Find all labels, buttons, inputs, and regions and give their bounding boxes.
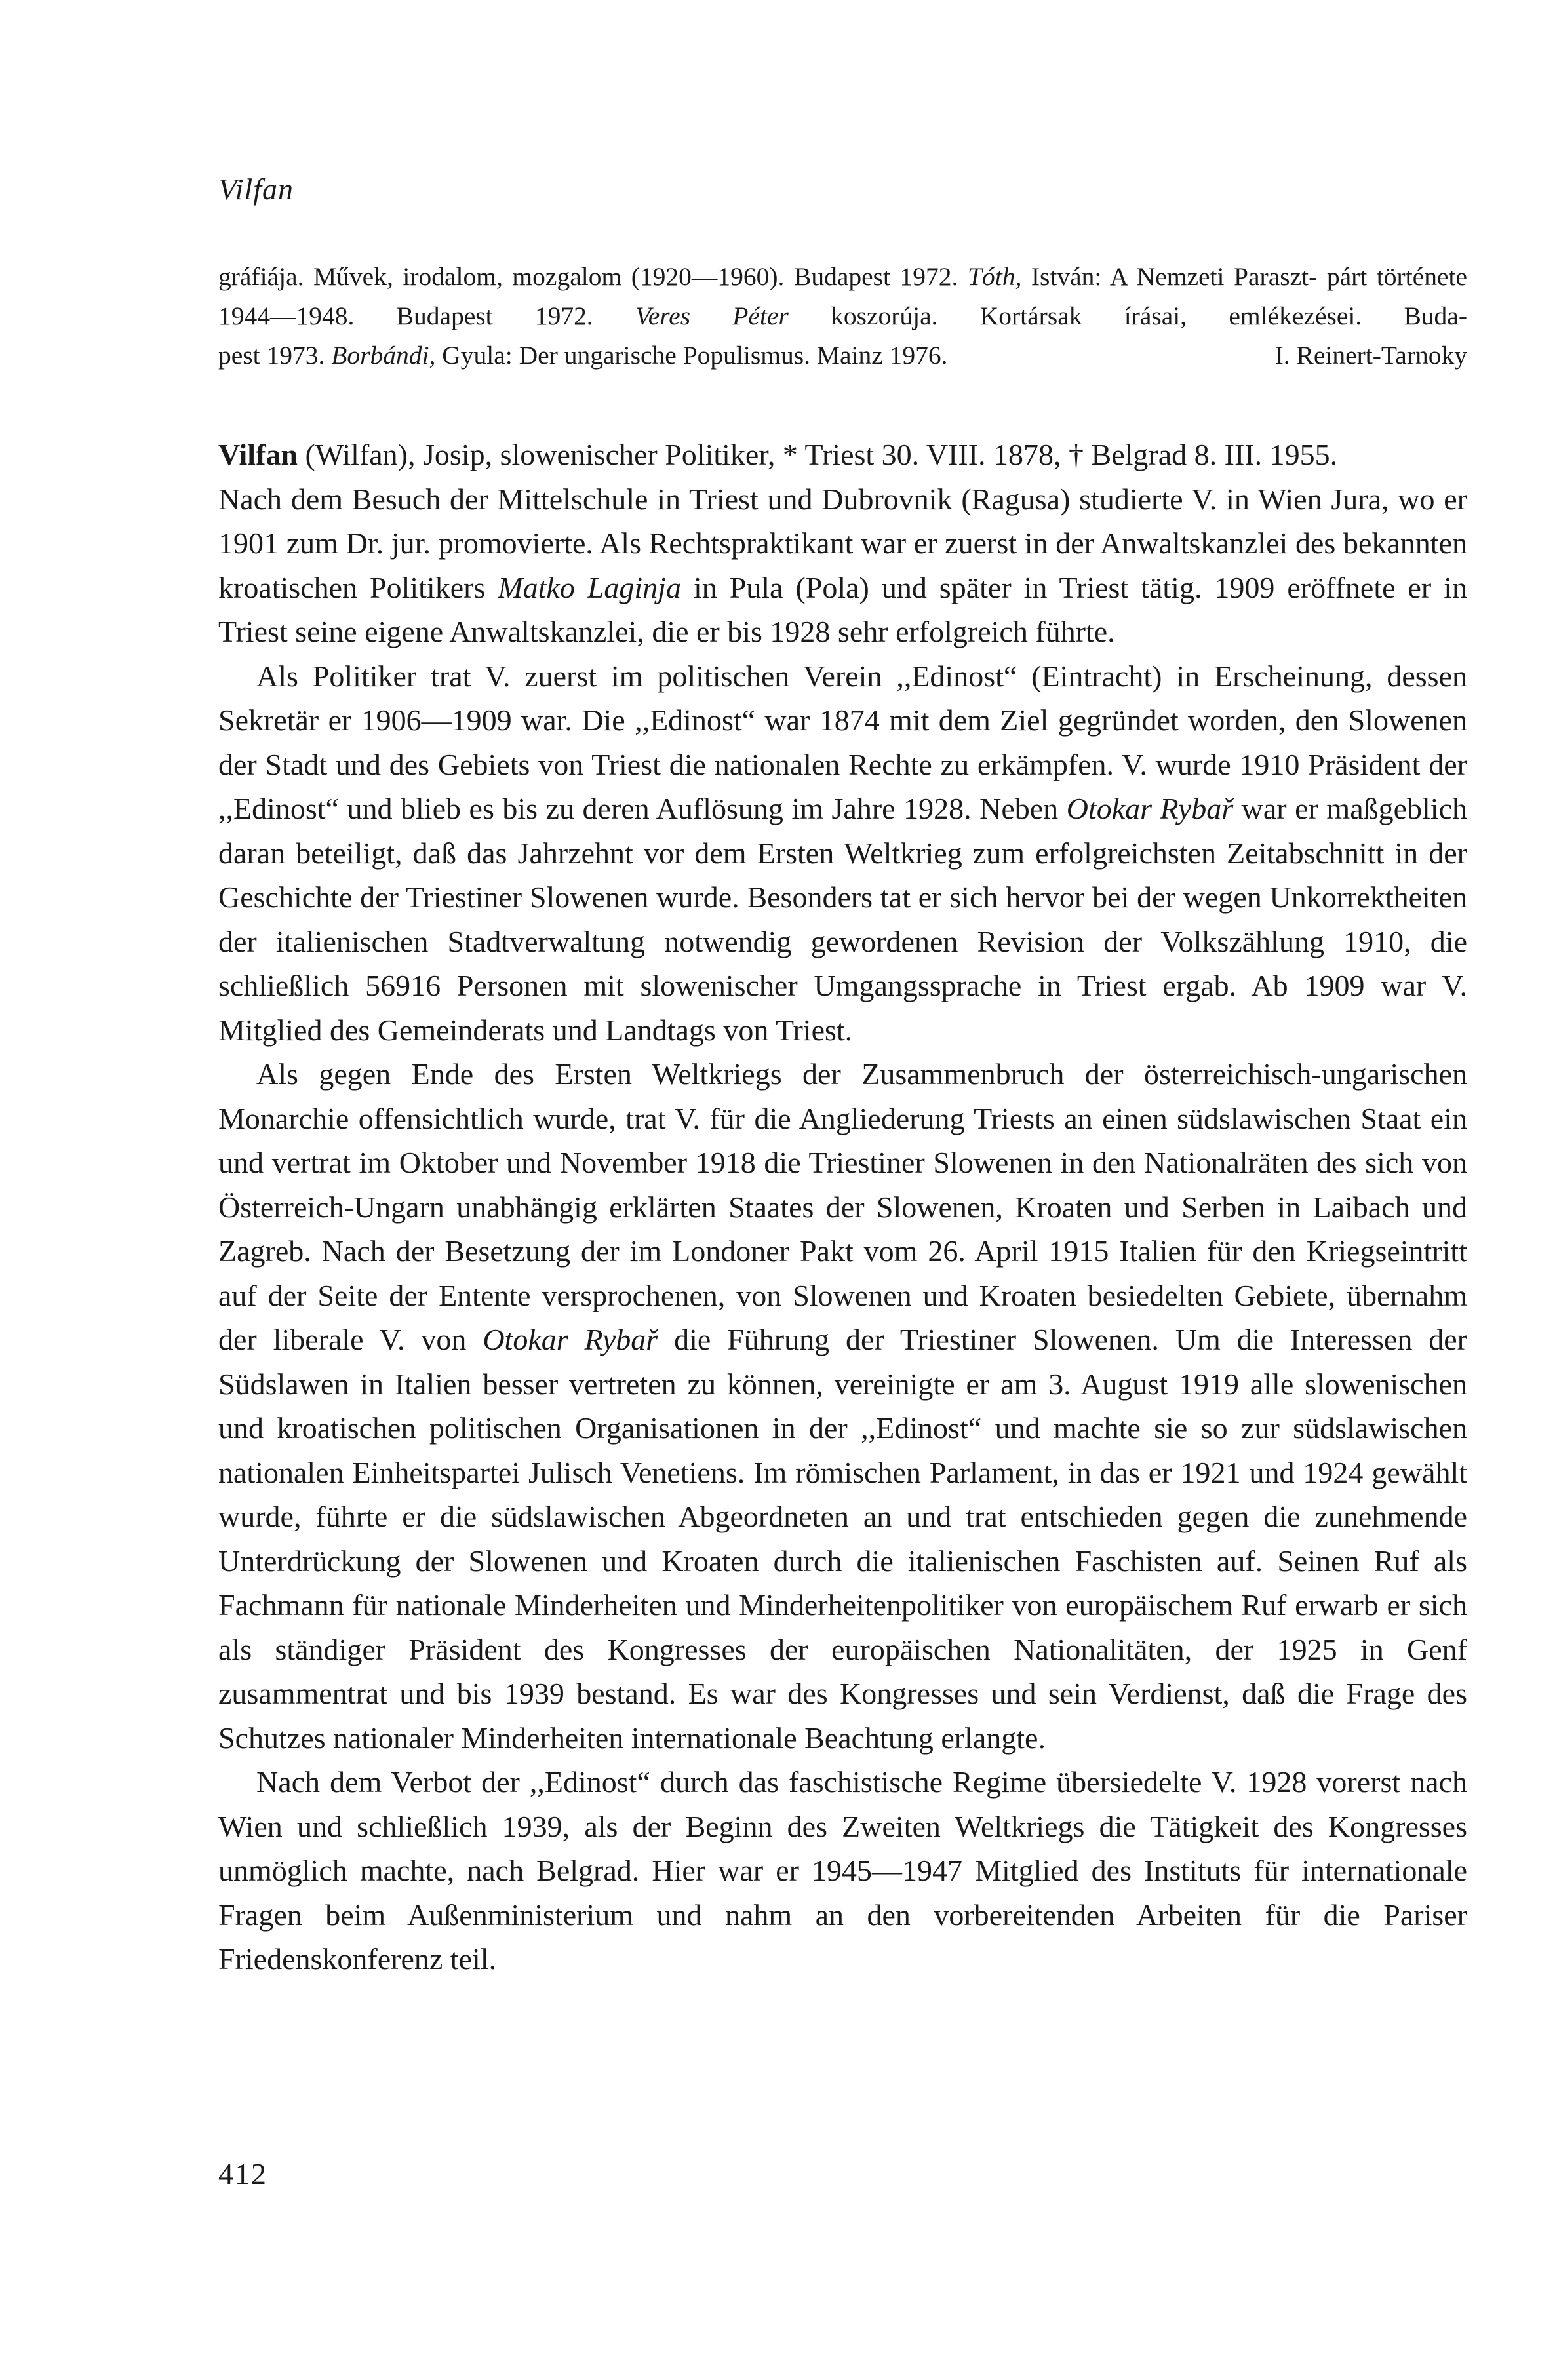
person-name: Otokar Rybař: [483, 1323, 658, 1356]
paragraph-1: [218, 477, 1467, 654]
paragraph-4: Nach dem Verbot der ,,Edinost“ durch das faschistische Regime übersiedelte V. 1928 vorerst nach Wien und schließlich 1939, als der Beginn des Zweiten Weltkriegs die Tätigkeit des Kongresses unmöglich machte, nach Belgrad. Hier war er 1945—1947 Mitglied des Instituts für internationale Fragen beim Außenministerium und nahm an den vorbereitenden Arbeiten für die Pariser Friedenskonferenz teil.: [218, 1765, 1467, 1976]
bib-text: pest 1973.: [218, 341, 332, 370]
bib-text: István: A Nemzeti Paraszt-: [1021, 262, 1318, 291]
previous-entry-bibliography: [218, 257, 1467, 336]
entry-header: [218, 433, 1467, 477]
running-head: Vilfan: [218, 172, 294, 206]
entry-header-text: (Wilfan), Josip, slowenischer Politiker, * Triest 30. VIII. 1878, † Belgrad 8. III. 1955.: [297, 438, 1338, 471]
paragraph-text: war er maßgeblich daran beteiligt, daß das Jahrzehnt vor dem Ersten Weltkrieg zum erfolgreichsten Zeitabschnitt in der Geschichte der Triestiner Slowenen wurde. Besonders tat er sich hervor bei der wegen Unkorrektheiten der italienischen Stadtverwaltung notwendig gewordenen Revision der Volkszählung 1910, die schließlich 56916 Personen mit slowenischer Umgangssprache in Triest ergab. Ab 1909 war V. Mitglied des Gemeinderats und Landtags von Triest.: [218, 792, 1468, 1047]
paragraph-text: Als Politiker trat V. zuerst im politischen Verein ,,Edinost“ (Eintracht) in Erscheinung, dessen Sekretär er 1906—1909 war. Die ,,Edinost“ war 1874 mit dem Ziel gegründet worden, den Slowenen der Stadt und des Gebiets von Triest die nationalen Rechte zu erkämpfen. V. wurde 1910 Präsident der ,,Edinost“ und blieb es bis zu deren Auflösung im Jahre 1928. Neben: [218, 659, 1467, 825]
bib-text: Gyula: Der ungarische Populismus. Mainz 1976.: [435, 341, 948, 370]
person-name: Otokar Rybař: [1066, 792, 1234, 825]
bib-line: [218, 336, 947, 375]
bib-author-name: Borbándi,: [331, 341, 436, 370]
paragraph-text: Nach dem Besuch der Mittelschule in Triest und Dubrovnik (Ragusa) studierte V. in Wien Jura, wo er 1901 zum Dr. jur. promovierte. Als Rechtspraktikant war er zuerst in der Anwaltskanzlei des bekannten kroatischen Politikers: [218, 482, 1467, 604]
bib-text: párt története 1944—1948. Budapest 1972.: [218, 262, 1468, 330]
page-number: 412: [218, 2157, 267, 2191]
paragraph-text: Als gegen Ende des Ersten Weltkriegs der Zusammenbruch der österreichisch-ungarischen Monarchie offensichtlich wurde, trat V. für die Angliederung Triests an einen südslawischen Staat ein und vertrat im Oktober und November 1918 die Triestiner Slowenen in den Nationalräten des sich von Österreich-Ungarn unabhängig erklärten Staates der Slowenen, Kroaten und Serben in Laibach und Zagreb. Nach der Besetzung der im Londoner Pakt vom 26. April 1915 Italien für den Kriegseintritt auf der Seite der Entente versprochenen, von Slowenen und Kroaten besiedelten Gebiete, übernahm der liberale V. von: [218, 1057, 1467, 1356]
person-name: Matko Laginja: [498, 570, 681, 604]
bib-author-name: Veres Péter: [635, 302, 789, 330]
entry-article: [218, 433, 1467, 1981]
entry-lemma: Vilfan: [218, 438, 298, 471]
paragraph-text: die Führung der Triestiner Slowenen. Um die Interessen der Südslawen in Italien besser vertreten zu können, vereinigte er am 3. August 1919 alle slowenischen und kroatischen politischen Organisationen in der ,,Edinost“ und machte sie so zur südslawischen nationalen Einheitspartei Julisch Venetiens. Im römischen Parlament, in das er 1921 und 1924 gewählt wurde, führte er die südslawischen Abgeordneten an und trat entschieden gegen die zunehmende Unterdrückung der Slowenen und Kroaten durch die italienischen Faschisten auf. Seinen Ruf als Fachmann für nationale Minderheiten und Minderheitenpolitiker von europäischem Ruf erwarb er sich als ständiger Präsident des Kongresses der europäischen Nationalitäten, der 1925 in Genf zusammentrat und bis 1939 bestand. Es war des Kongresses und sein Verdienst, daß die Frage des Schutzes nationaler Minderheiten internationale Beachtung erlangte.: [218, 1323, 1468, 1755]
paragraph-text: in Pula (Pola) und später in Triest tätig. 1909 eröffnete er in Triest seine eigene Anwaltskanzlei, die er bis 1928 sehr erfolgreich führte.: [218, 570, 1467, 648]
bib-author-name: Tóth,: [968, 262, 1022, 291]
bib-text: gráfiája. Művek, irodalom, mozgalom (1920—1960). Budapest 1972.: [218, 262, 968, 291]
entry-author-signature: I. Reinert-Tarnoky: [1274, 341, 1467, 370]
bib-text: koszorúja. Kortársak írásai, emlékezései. Buda-: [788, 302, 1467, 330]
paragraph-3: [218, 1052, 1467, 1760]
paragraph-2: [218, 654, 1467, 1053]
previous-entry-last-line: [218, 336, 1467, 375]
